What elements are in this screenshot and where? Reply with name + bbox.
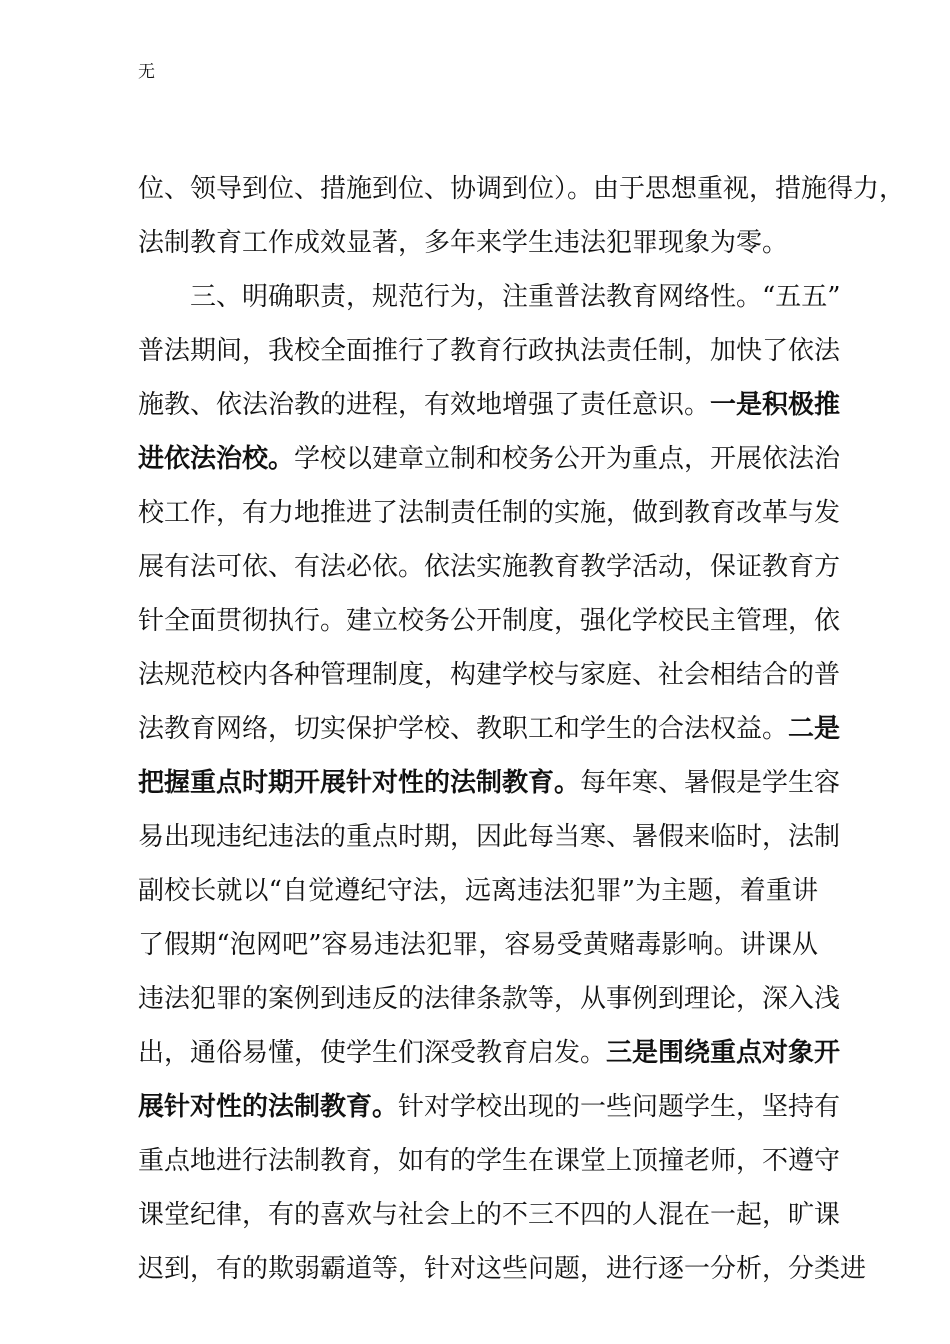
- text-line: [138, 702, 841, 756]
- text-line: [138, 1134, 841, 1188]
- document-body: [138, 162, 906, 1296]
- text-segment: 副校长就以“自觉遵纪守法，远离违法犯罪”为主题，着重讲: [138, 876, 818, 906]
- text-line: [138, 1188, 841, 1242]
- bold-text-segment: 二是: [788, 714, 841, 744]
- text-segment: 了假期“泡网吧”容易违法犯罪，容易受黄赌毒影响。讲课从: [138, 930, 818, 960]
- text-segment: 每年寒、暑假是学生容: [580, 768, 841, 798]
- text-line: [138, 756, 841, 810]
- text-line: [138, 216, 818, 270]
- text-line: [138, 594, 841, 648]
- text-segment: 针对学校出现的一些问题学生，坚持有: [398, 1092, 841, 1122]
- text-segment: 重点地进行法制教育，如有的学生在课堂上顶撞老师，不遵守: [138, 1146, 841, 1176]
- text-line: [138, 1242, 867, 1296]
- text-line: [138, 864, 818, 918]
- text-line: [138, 810, 841, 864]
- text-segment: 施教、依法治教的进程，有效地增强了责任意识。: [138, 390, 711, 420]
- text-segment: 学校以建章立制和校务公开为重点，开展依法治: [294, 444, 841, 474]
- text-segment: 位、领导到位、措施到位、协调到位）。由于思想重视，措施得力，: [138, 174, 906, 204]
- text-segment: 三、明确职责，规范行为，注重普法教育网络性。“五五”: [190, 282, 841, 312]
- text-segment: 法规范校内各种管理制度，构建学校与家庭、社会相结合的普: [138, 660, 841, 690]
- text-line: [138, 648, 841, 702]
- text-segment: 针全面贯彻执行。建立校务公开制度，强化学校民主管理，依: [138, 606, 841, 636]
- bold-text-segment: 进依法治校。: [138, 444, 295, 474]
- text-line: [138, 324, 841, 378]
- text-segment: 展有法可依、有法必依。依法实施教育教学活动，保证教育方: [138, 552, 841, 582]
- text-segment: 法教育网络，切实保护学校、教职工和学生的合法权益。: [138, 714, 789, 744]
- text-line: [138, 162, 906, 216]
- text-line: [138, 486, 841, 540]
- text-segment: 违法犯罪的案例到违反的法律条款等，从事例到理论，深入浅: [138, 984, 841, 1014]
- bold-text-segment: 把握重点时期开展针对性的法制教育。: [138, 768, 581, 798]
- text-line: [138, 1026, 841, 1080]
- text-segment: 易出现违纪违法的重点时期，因此每当寒、暑假来临时，法制: [138, 822, 841, 852]
- bold-text-segment: 三是围绕重点对象开: [606, 1038, 841, 1068]
- text-line: [138, 918, 818, 972]
- text-segment: 法制教育工作成效显著，多年来学生违法犯罪现象为零。: [138, 228, 789, 258]
- text-segment: 迟到，有的欺弱霸道等，针对这些问题，进行逐一分析，分类进: [138, 1254, 867, 1284]
- page-header-mark: 无: [138, 62, 155, 82]
- text-line: [138, 540, 841, 594]
- text-line: [138, 1080, 841, 1134]
- bold-text-segment: 展针对性的法制教育。: [138, 1092, 399, 1122]
- text-segment: 课堂纪律，有的喜欢与社会上的不三不四的人混在一起，旷课: [138, 1200, 841, 1230]
- text-line: [138, 270, 841, 324]
- text-segment: 校工作，有力地推进了法制责任制的实施，做到教育改革与发: [138, 498, 841, 528]
- text-line: [138, 972, 841, 1026]
- text-segment: 出，通俗易懂，使学生们深受教育启发。: [138, 1038, 607, 1068]
- text-segment: 普法期间，我校全面推行了教育行政执法责任制，加快了依法: [138, 336, 841, 366]
- text-line: [138, 432, 841, 486]
- text-line: [138, 378, 841, 432]
- bold-text-segment: 一是积极推: [710, 390, 841, 420]
